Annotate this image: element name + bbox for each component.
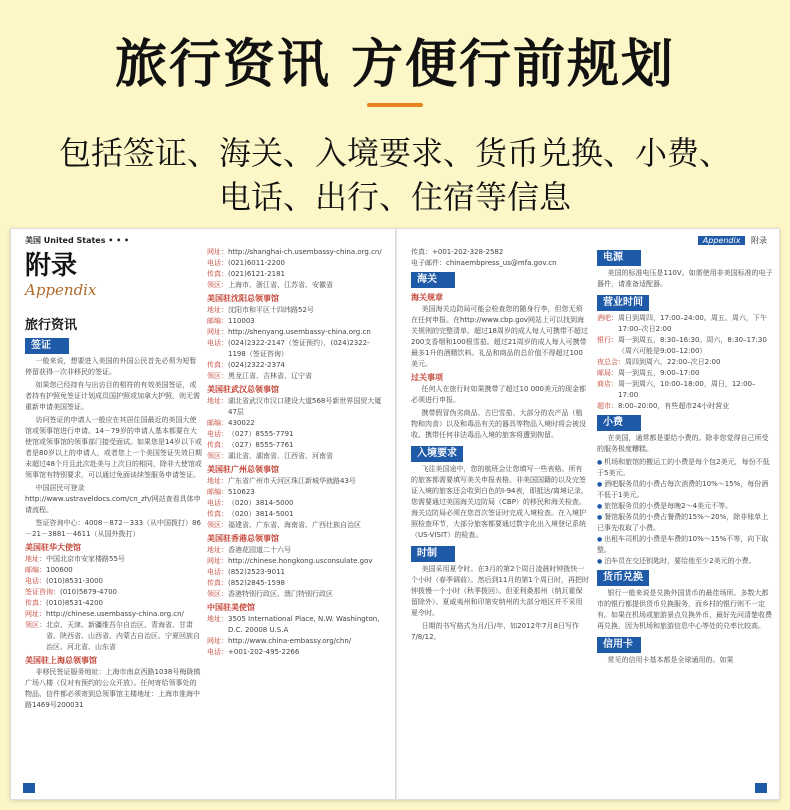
paragraph: 如果您已经持有与出访目的相符的有效美国签证，或者持有护照免签证计划成员国护照或加拿大护照，则无需重新申请美国签证。 xyxy=(25,381,200,411)
info-label: 地址： xyxy=(207,397,228,405)
info-row xyxy=(207,258,387,269)
hongkong-list xyxy=(207,545,387,600)
guangzhou-list xyxy=(207,476,387,531)
info-row xyxy=(25,576,203,587)
info-value: 中国北京市安家楼路55号 xyxy=(46,555,125,563)
info-label: 领区： xyxy=(207,281,228,289)
info-label: 领区： xyxy=(25,621,46,629)
info-row xyxy=(207,316,387,327)
info-value: 100600 xyxy=(46,566,73,574)
info-value: 430022 xyxy=(228,419,255,427)
appendix-heading: 附录 xyxy=(25,251,78,281)
tip-item: ● 机场和旅馆的搬运工的小费是每个包2美元，每份不低于5美元。 xyxy=(597,457,773,479)
tips-bar: 小费 xyxy=(597,415,641,431)
info-row xyxy=(207,451,387,462)
appendix-tag: Appendix xyxy=(698,236,746,245)
info-value: 周四到周六，22:00–次日2:00 xyxy=(625,358,721,366)
info-label: 电话： xyxy=(207,259,228,267)
paragraph: 美国的标准电压是110V。如需使用非美国标准的电子器件，请准备适配器。 xyxy=(597,269,773,288)
info-row xyxy=(207,440,387,451)
info-value: 周一到周五，8:30–16:30。周六，8:30–17:30（周六可能是9:00–12:00） xyxy=(618,336,767,355)
shenyang-title: 美国驻沈阳总领事馆 xyxy=(207,294,279,303)
info-row xyxy=(207,280,387,291)
info-value: 北京、天津、新疆维吾尔自治区、青海省、甘肃省、陕西省、山西省、内蒙古自治区、宁夏回族自治区、河北省、山东省 xyxy=(46,621,200,651)
entry-bar: 入境要求 xyxy=(411,446,463,462)
info-row xyxy=(207,520,387,531)
info-label: 银行： xyxy=(597,336,618,344)
banner-subtitle-line2: 电话、出行、住宿等信息 xyxy=(218,178,571,216)
info-row xyxy=(597,401,773,412)
info-label: 电话： xyxy=(207,499,228,507)
page-corner-mark xyxy=(755,783,767,793)
banner-title: 旅行资讯 方便行前规划 xyxy=(114,35,676,95)
info-value: (021)6121-2181 xyxy=(228,270,285,278)
info-label: 电话： xyxy=(25,577,46,585)
info-value: http://shenyang.usembassy-china.org.cn xyxy=(228,328,371,336)
info-value: 周日到周四，17:00–24:00。周五、周六，下午17:00–次日2:00 xyxy=(618,314,767,333)
info-label: 领区： xyxy=(207,590,228,598)
info-value: 福建省、广东省、海南省、广西壮族自治区 xyxy=(228,521,361,529)
info-value: (021)6011-2200 xyxy=(228,259,285,267)
info-label: 网址： xyxy=(207,328,228,336)
paragraph: 访问签证的申请人一般应在其居住国最近的美国大使馆或领事馆进行申请。14－79岁的申请人基本都要在大使馆或领事馆的领事部门接受面试。如果您是14岁以下或者是80岁以上的申请人，或者您上一个美国签证失效日期未超过48个月且此次赴美与上次目的相同，除非大使馆或领事馆有特别要求，可以通过免面谈续签服务申请签证。 xyxy=(25,416,202,479)
info-label: 夜总会： xyxy=(597,358,625,366)
info-value: 3505 International Place, N.W. Washington, D.C. 20008 U.S.A xyxy=(228,615,380,634)
embassy-list xyxy=(25,554,203,653)
hongkong-title: 美国驻香港总领事馆 xyxy=(207,534,279,543)
credit-bar: 信用卡 xyxy=(597,637,641,653)
right-running-head xyxy=(698,235,767,246)
paragraph: 日期的书写格式为月/日/年，如2012年7月8日写作7/8/12。 xyxy=(411,622,579,641)
info-row xyxy=(207,647,387,658)
appendix-script: Appendix xyxy=(25,281,97,299)
info-row xyxy=(597,368,773,379)
info-label: 邮局： xyxy=(597,369,618,377)
tip-item: ● 泊车员在交还钥匙时，要给他至少2美元的小费。 xyxy=(597,556,773,567)
info-label: 网址： xyxy=(25,610,46,618)
hours-list xyxy=(597,313,773,412)
info-label: 签证咨询： xyxy=(25,588,60,596)
info-row xyxy=(207,614,387,636)
info-label: 传真： xyxy=(207,441,228,449)
info-value: 510623 xyxy=(228,488,255,496)
info-row xyxy=(207,429,387,440)
power-bar: 电源 xyxy=(597,250,641,266)
paragraph: 非移民签证服务地址：上海市南京西路1038号梅陇镇广场八楼（仅对有预约的公众开放）。任何寄给领事处的物品、信件都必须寄到总领事馆主楼地址：上海市淮海中路1469号200031 xyxy=(25,668,201,709)
info-row xyxy=(207,305,387,316)
info-value: (852)2845-1598 xyxy=(228,579,285,587)
paragraph: 银行一般来说是兑换外国货币的最佳场所。多数大都市的银行都提供货币兑换服务，而乡村的银行则不一定有。如果在机场或旅游景点兑换外币，最好先问清楚收费再兑换，因为机场和旅游信息中心等处的兑率比较高。 xyxy=(597,589,772,630)
shanghai-list xyxy=(207,247,387,291)
currency-bar: 货币兑换 xyxy=(597,570,649,586)
info-value: http://chinese.usembassy-china.org.cn/ xyxy=(46,610,184,618)
info-value: (010)8531-3000 xyxy=(46,577,103,585)
info-row xyxy=(25,598,203,609)
info-label: 传真： xyxy=(207,270,228,278)
info-row xyxy=(25,609,203,620)
paragraph: 飞往美国途中，您的航班会让您填写一些表格。所有的旅客都需要填写美关申报表格。非美国国籍的以及完签证入境的旅客还会收到白色的I-94表，即抵达/离境记录。您需要通过美国海关边防局（CBP）的移民和海关检查。海关边防局必须在您首次签证时完成入境检查。在入境护照检查环节，大部分旅客都要通过数字化出入境登记系统（US-VISIT）的检查。 xyxy=(411,465,588,539)
info-row xyxy=(207,476,387,487)
info-label: 电话： xyxy=(207,568,228,576)
info-label: 电话： xyxy=(207,648,228,656)
left-running-head: 美国 United States • • • xyxy=(25,236,130,245)
info-row xyxy=(207,636,387,647)
info-row xyxy=(207,327,387,338)
info-label: 地址： xyxy=(207,546,228,554)
info-value: 8:00–20:00，有些超市24小时营业 xyxy=(618,402,730,410)
embassy-title: 美国驻华大使馆 xyxy=(25,543,81,552)
column-1 xyxy=(25,247,203,713)
info-row xyxy=(207,396,387,418)
section-title: 旅行资讯 xyxy=(25,318,78,333)
customs-bar: 海关 xyxy=(411,272,455,288)
info-row xyxy=(207,487,387,498)
paragraph: 携带假冒伪劣商品、古巴雪茄、大部分的农产品（植物和肉食）以及和毒品有关的器具等物品入境时将会被没收。携带任何非法毒品入境的旅客将遭到拘留。 xyxy=(411,409,586,439)
info-value: (010)5679-4700 xyxy=(60,588,117,596)
info-row xyxy=(207,498,387,509)
info-value: 广东省广州市天河区珠江新城华就路43号 xyxy=(228,477,356,485)
info-value: 110003 xyxy=(228,317,255,325)
info-row xyxy=(597,379,773,401)
hours-bar: 营业时间 xyxy=(597,295,649,311)
time-bar: 时制 xyxy=(411,546,455,562)
info-value: （020）3814-5000 xyxy=(228,499,294,507)
info-value: （027）8555-7791 xyxy=(228,430,294,438)
appendix-tag-cn: 附录 xyxy=(751,236,767,245)
paragraph: 美国采用夏令时。在3月的第2个周日凌晨时钟拨快一个小时（春季调前）。然后到11月的第1个周日时，再把时钟拨慢一个小时（秋季拨回）。但亚利桑那州（纳瓦霍保留除外）、夏威夷州和印第安纳州的大部分地区并不采用夏令时。 xyxy=(411,565,589,617)
info-value: 周一到周五，9:00–17:00 xyxy=(618,369,700,377)
info-row xyxy=(25,587,203,598)
info-row xyxy=(207,360,387,371)
info-label: 邮编： xyxy=(207,488,228,496)
info-label: 邮编： xyxy=(207,317,228,325)
info-label: 地址： xyxy=(207,306,228,314)
info-value: +001-202-495-2266 xyxy=(228,648,300,656)
page-corner-mark xyxy=(23,783,35,793)
tip-item: ● 出租车司机的小费是车费的10%～15%不等，向下取整。 xyxy=(597,534,773,556)
tip-item: ● 酒吧服务员的小费占每次消费的10%～15%，每份酒不低于1美元。 xyxy=(597,479,773,501)
info-row xyxy=(597,313,773,335)
info-label: 传真： xyxy=(25,599,46,607)
info-row xyxy=(597,335,773,357)
info-value: 香港特别行政区、澳门特别行政区 xyxy=(228,590,333,598)
info-value: 湖北省武汉市汉口建设大道568号新世界国贸大厦47层 xyxy=(228,397,382,416)
info-row xyxy=(207,578,387,589)
info-row xyxy=(25,565,203,576)
info-label: 酒吧： xyxy=(597,314,618,322)
info-label: 领区： xyxy=(207,452,228,460)
column-3 xyxy=(411,247,589,645)
column-2 xyxy=(207,247,387,658)
info-label: 电话： xyxy=(207,430,228,438)
email-line: 电子邮件：chinaembpress_us@mfa.gov.cn xyxy=(411,259,557,267)
info-value: 香港花园道二十六号 xyxy=(228,546,291,554)
info-value: (024)2322-2374 xyxy=(228,361,285,369)
info-value: 上海市、浙江省、江苏省、安徽省 xyxy=(228,281,333,289)
info-label: 地址： xyxy=(207,477,228,485)
info-value: （020）3814-5001 xyxy=(228,510,294,518)
info-row xyxy=(25,620,203,653)
info-label: 领区： xyxy=(207,521,228,529)
info-value: 黑龙江省、吉林省、辽宁省 xyxy=(228,372,312,380)
info-label: 超市： xyxy=(597,402,618,410)
info-value: 湖北省、湖南省、江西省、河南省 xyxy=(228,452,333,460)
tip-item: ● 旅馆服务员的小费是每晚2～4美元不等。 xyxy=(597,501,773,512)
info-label: 电话： xyxy=(207,339,228,347)
cn-embassy-title: 中国驻美使馆 xyxy=(207,603,255,612)
info-label: 传真： xyxy=(207,510,228,518)
paragraph: 美国海关边防局可能会检查您的随身行李，但您无须在任何申报。在http://www.cbp.gov网站上可以找到海关规则的完整清单。超过18周岁的成人每人可携带不超过200支香烟和100根雪茄。超过21周岁的成人每人可携带最多1升的酒精饮料。礼品和商品的总价值不得超过100美元。 xyxy=(411,305,588,368)
fax-line: 传真：+001-202-328-2582 xyxy=(411,248,504,256)
wuhan-title: 美国驻武汉总领事馆 xyxy=(207,385,279,394)
info-value: (024)2322-2147（签证预约），(024)2322-1198（签证咨询） xyxy=(228,339,370,358)
info-row xyxy=(207,338,387,360)
info-row xyxy=(207,509,387,520)
info-row xyxy=(207,418,387,429)
book-spine xyxy=(395,229,397,800)
info-row xyxy=(207,589,387,600)
paragraph: 中国居民可登录http://www.ustraveldocs.com/cn_zh/网站查看具体申请流程。 xyxy=(25,484,201,514)
info-row xyxy=(207,556,387,567)
info-value: 周一到周六，10:00–18:00，周日，12:00–17:00 xyxy=(618,380,756,399)
info-label: 邮编： xyxy=(25,566,46,574)
wuhan-list xyxy=(207,396,387,462)
tip-item: ● 餐馆服务员的小费占餐费的15%～20%，除非账单上已事先收取了小费。 xyxy=(597,512,773,534)
info-label: 邮编： xyxy=(207,419,228,427)
paragraph: 签证咨询中心：4008－872－333（从中国拨打）86－21－3881－4611（从国外拨打） xyxy=(25,519,201,538)
info-label: 网址： xyxy=(207,637,228,645)
book-spread xyxy=(10,228,780,800)
info-row xyxy=(207,545,387,556)
guangzhou-title: 美国驻广州总领事馆 xyxy=(207,465,279,474)
info-label: 地址： xyxy=(25,555,46,563)
banner-subtitle-line1: 包括签证、海关、入境要求、货币兑换、小费、 xyxy=(58,134,731,172)
info-label: 网址： xyxy=(207,248,228,256)
info-value: http://shanghai-ch.usembassy-china.org.cn/ xyxy=(228,248,382,256)
info-value: （027）8555-7761 xyxy=(228,441,294,449)
accent-bar xyxy=(367,103,423,107)
prohibited-sub: 过关事项 xyxy=(411,373,443,382)
cn-embassy-list xyxy=(207,614,387,658)
info-label: 地址： xyxy=(207,615,228,623)
paragraph: 任何人在旅行时如果携带了超过10 000美元的现金都必须进行申报。 xyxy=(411,385,586,404)
info-row xyxy=(25,554,203,565)
info-label: 网址： xyxy=(207,557,228,565)
info-row xyxy=(207,371,387,382)
shenyang-list xyxy=(207,305,387,382)
paragraph: 在美国，通常都是要给小费的。除非您觉得自己所受的服务极度糟糕。 xyxy=(597,434,769,453)
info-value: http://www.china-embassy.org/chn/ xyxy=(228,637,352,645)
customs-sub: 海关规章 xyxy=(411,293,443,302)
shanghai-title: 美国驻上海总领事馆 xyxy=(25,656,97,665)
info-row xyxy=(207,247,387,258)
info-value: http://chinese.hongkong.usconsulate.gov xyxy=(228,557,373,565)
paragraph: 一般来说，想要进入美国的外国公民首先必须为短暂停留获得一次非移民的签证。 xyxy=(25,357,197,376)
info-label: 商店： xyxy=(597,380,618,388)
info-label: 传真： xyxy=(207,579,228,587)
info-label: 传真： xyxy=(207,361,228,369)
info-row xyxy=(207,567,387,578)
visa-bar: 签证 xyxy=(25,338,69,354)
paragraph: 常见的信用卡基本都是全球通用的。如果 xyxy=(607,656,734,664)
info-value: (010)8531-4200 xyxy=(46,599,103,607)
info-value: 沈阳市和平区十四纬路52号 xyxy=(228,306,314,314)
info-row xyxy=(207,269,387,280)
promo-banner xyxy=(0,0,790,225)
info-label: 领区： xyxy=(207,372,228,380)
info-row xyxy=(597,357,773,368)
column-4 xyxy=(597,247,773,668)
info-value: (852)2523-9011 xyxy=(228,568,285,576)
tips-list xyxy=(597,457,773,567)
